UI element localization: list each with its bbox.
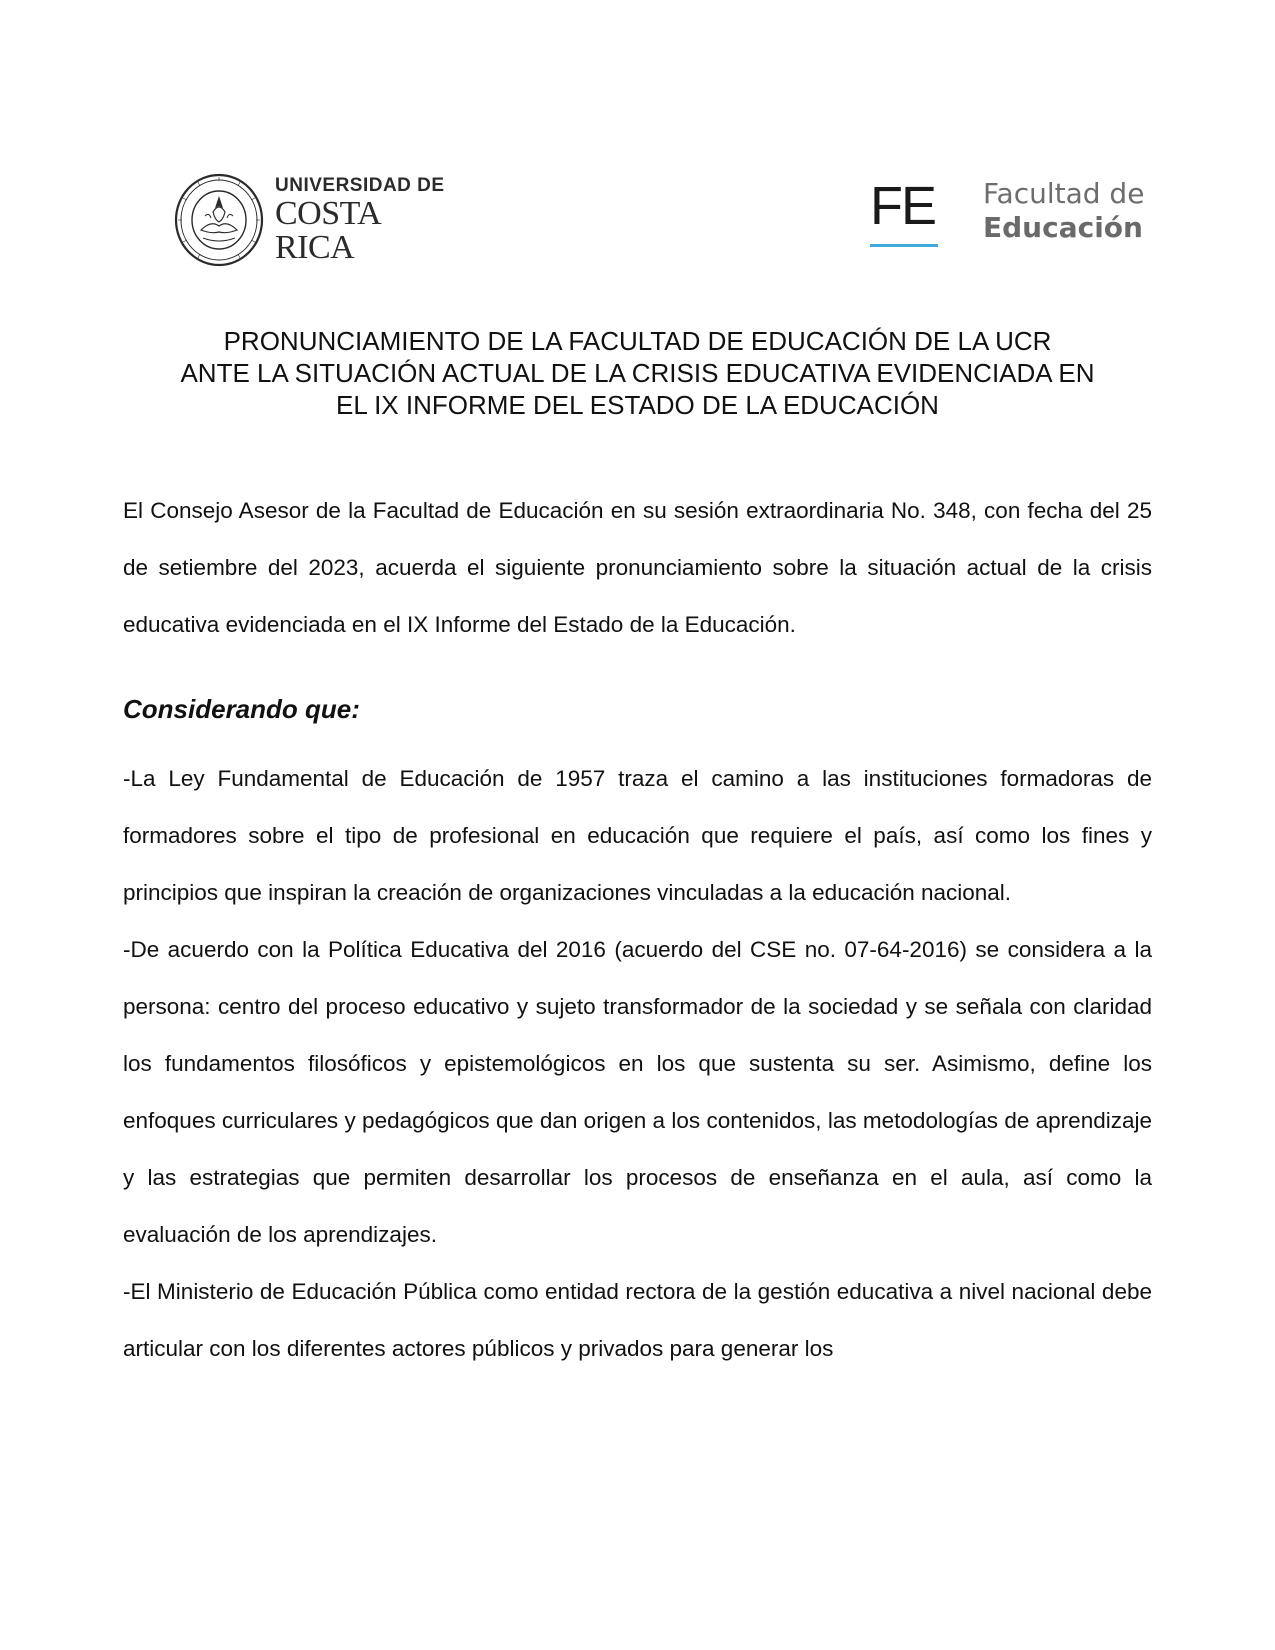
title-line: PRONUNCIAMIENTO DE LA FACULTAD DE EDUCACIÓN DE LA UCR [223,326,1052,356]
fe-logo-text [983,177,1145,244]
fe-logo [870,178,1150,258]
fe-logo-mark: FE [870,176,936,236]
ucr-wordmark-line2: COSTA RICA [275,194,380,266]
ucr-wordmark [275,176,453,265]
considerando-point: -De acuerdo con la Política Educativa del 2016 (acuerdo del CSE no. 07-64-2016) se considera a la persona: centro del proceso educativo y sujeto transformador de la sociedad y se señala con claridad los fundamentos filosóficos y epistemológicos en los que sustenta su ser. Asimismo, define los enfoques curriculares y pedagógicos que dan origen a los contenidos, las metodologías de aprendizaje y las estrategias que permiten desarrollar los procesos de enseñanza en el aula, así como la evaluación de los aprendizajes. [123,937,1152,1247]
considerando-point: -La Ley Fundamental de Educación de 1957 traza el camino a las instituciones formadoras de formadores sobre el tipo de profesional en educación que requiere el país, así como los fines y principios que inspiran la creación de organizaciones vinculadas a la educación nacional. [123,766,1152,905]
considerando-points [123,750,1152,1377]
fe-logo-line2: Educación [983,211,1143,244]
fe-logo-underline [870,244,938,247]
ucr-logo [173,170,453,270]
title-line: EL IX INFORME DEL ESTADO DE LA EDUCACIÓN [336,390,939,420]
document-title [120,325,1155,421]
ucr-seal-icon [173,172,265,268]
ucr-wordmark-line1: UNIVERSIDAD DE [275,174,445,196]
fe-logo-line1: Facultad de [983,177,1145,210]
considerando-heading: Considerando que: [123,694,360,724]
considerando-point: -El Ministerio de Educación Pública como entidad rectora de la gestión educativa a nivel nacional debe articular con los diferentes actores públicos y privados para generar los [123,1279,1152,1361]
title-line: ANTE LA SITUACIÓN ACTUAL DE LA CRISIS EDUCATIVA EVIDENCIADA EN [180,358,1095,388]
intro-paragraph: El Consejo Asesor de la Facultad de Educación en su sesión extraordinaria No. 348, con fecha del 25 de setiembre del 2023, acuerda el siguiente pronunciamiento sobre la situación actual de la crisis educativa evidenciada en el IX Informe del Estado de la Educación. [123,498,1152,637]
